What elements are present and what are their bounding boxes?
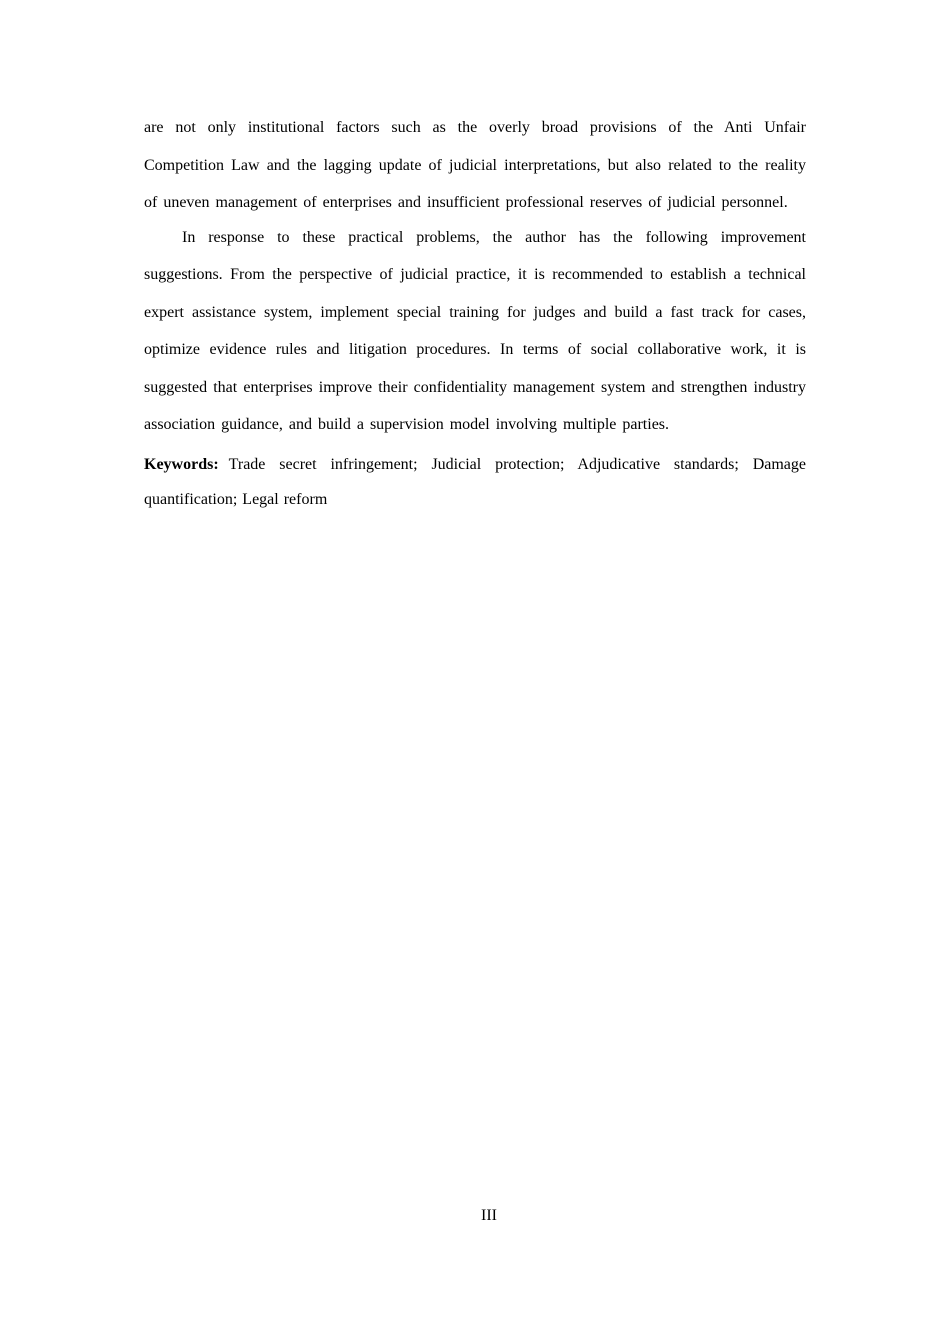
keywords-text: Trade secret infringement; Judicial protection; Adjudicative standards; Damage quantification; Legal reform [144,455,806,508]
paragraph-suggestions: In response to these practical problems, the author has the following improvement suggestions. From the perspective of judicial practice, it is recommended to establish a technical expert assistance system, implement special training for judges and build a fast track for cases, optimize evidence rules and litigation procedures. In terms of social collaborative work, it is suggested that enterprises improve their confidentiality management system and strengthen industry association guidance, and build a supervision model involving multiple parties. [144,228,806,433]
page-number: III [481,1207,497,1224]
keywords-label: Keywords: [144,455,219,473]
keywords-line [144,447,806,517]
abstract-body [144,109,806,517]
paragraph-continuation: are not only institutional factors such as the overly broad provisions of the Anti Unfair Competition Law and the lagging update of judicial interpretations, but also related to the reality of uneven management of enterprises and insufficient professional reserves of judicial personnel. [144,119,806,211]
